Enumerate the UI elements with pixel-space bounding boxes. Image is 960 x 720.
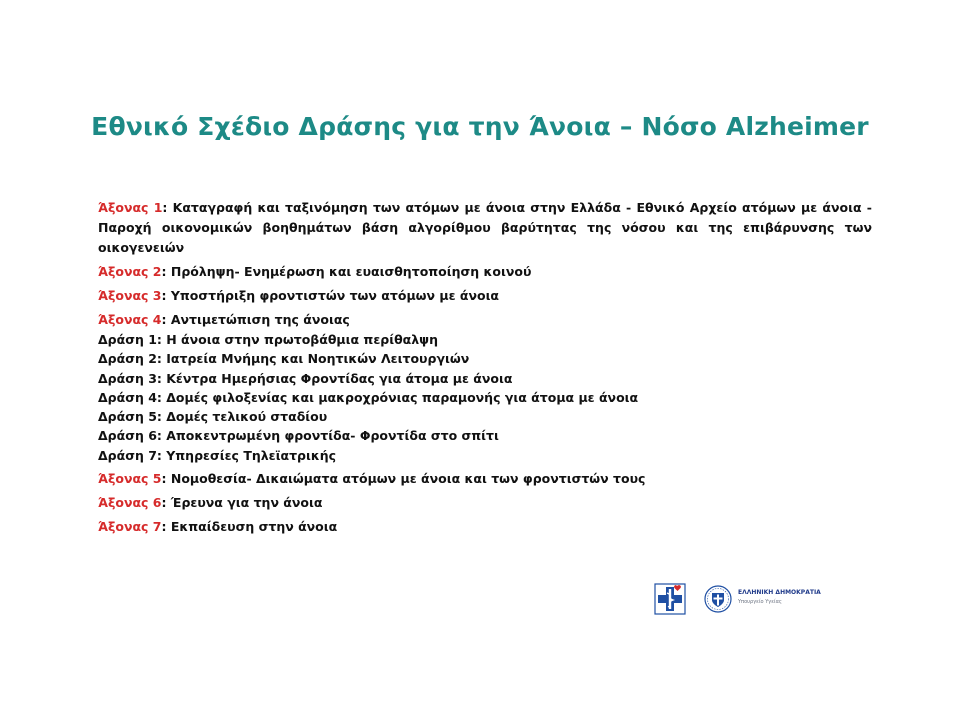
axis-label: Άξονας 4 [98,312,162,327]
axis-label: Άξονας 5 [98,471,162,487]
action-item: Δράση 5: Δομές τελικού σταδίου [98,409,328,425]
health-cross-logo-icon [654,583,686,615]
action-list [98,330,872,465]
axis-label: Άξονας 7 [98,519,162,535]
axis-text: : Νομοθεσία- Δικαιώματα ατόμων με άνοια και των φροντιστών τους [161,471,646,487]
action-item: Δράση 7: Υπηρεσίες Τηλεϊατρικής [98,447,337,463]
axis-text: : Καταγραφή και ταξινόμηση των ατόμων με άνοια στην Ελλάδα - Εθνικό Αρχείο ατόμων με άνοια - Παροχή οικονομικών βοηθημάτων βάση αλγορίθμου βαρύτητας της νόσου και της επιβάρυνσης των οικογενειών [98,200,872,255]
action-item: Δράση 2: Ιατρεία Μνήμης και Νοητικών Λειτουργιών [98,351,470,367]
axis-2 [98,262,872,282]
axis-text: : Αντιμετώπιση της άνοιας [161,312,350,327]
logo-ministry: Υπουργείο Υγείας [738,599,782,605]
action-item: Δράση 1: Η άνοια στην πρωτοβάθμια περίθαλψη [98,332,439,347]
greek-emblem-icon [704,585,732,613]
action-item: Δράση 3: Κέντρα Ημερήσιας Φροντίδας για άτομα με άνοια [98,370,513,386]
axes-list [98,198,872,541]
logo-org-name: ΕΛΛΗΝΙΚΗ ΔΗΜΟΚΡΑΤΙΑ [738,589,821,596]
axis-text: : Έρευνα για την άνοια [161,495,323,511]
axis-3 [98,286,872,306]
axis-7 [98,517,872,537]
axis-text: : Υποστήριξη φροντιστών των ατόμων με άνοια [161,288,500,303]
axis-label: Άξονας 3 [98,288,162,303]
page-title: Εθνικό Σχέδιο Δράσης για την Άνοια – Νόσο Alzheimer [91,112,869,141]
action-item: Δράση 4: Δομές φιλοξενίας και μακροχρόνιας παραμονής για άτομα με άνοια [98,389,639,405]
axis-label: Άξονας 6 [98,495,162,511]
footer-logos [654,583,824,619]
axis-label: Άξονας 1 [98,200,163,215]
axis-text: : Πρόληψη- Ενημέρωση και ευαισθητοποίηση κοινού [161,264,532,279]
axis-label: Άξονας 2 [98,264,162,279]
axis-6 [98,493,872,513]
axis-5 [98,469,872,489]
axis-4 [98,310,872,330]
action-item: Δράση 6: Αποκεντρωμένη φροντίδα- Φροντίδα στο σπίτι [98,428,499,444]
axis-1 [98,198,872,258]
axis-text: : Εκπαίδευση στην άνοια [161,519,338,535]
